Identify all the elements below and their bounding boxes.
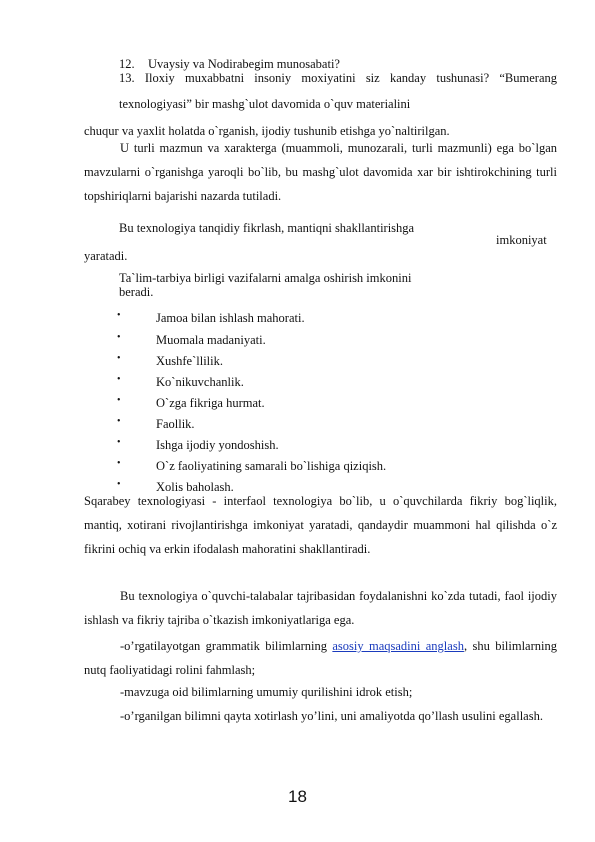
bullet-marker: •	[117, 310, 121, 321]
paragraph-experience: Bu texnologiya o`quvchi-talabalar tajribasidan foydalanishni ko`zda tutadi, faol ijodiy ishlash va fikriy tajriba o`tkazish imkoniyatlariga ega.	[84, 589, 557, 627]
list-item: Faollik.	[156, 417, 195, 431]
paragraph-recall: -o’rganilgan bilimni qayta xotirlash yo’lini, uni amaliyotda qo’llash usulini egallash.	[120, 709, 543, 723]
paragraph-education-line1: Ta`lim-tarbiya birligi vazifalarni amalga oshirish imkonini	[119, 271, 412, 285]
paragraph-critical-thinking-right: imkoniyat	[496, 233, 547, 247]
list-item: Xolis baholash.	[156, 480, 234, 494]
list-item: Xushfe`llilik.	[156, 354, 224, 368]
asosiy-maqsadini-anglash-link[interactable]: asosiy maqsadini anglash	[332, 639, 464, 653]
bullet-marker: •	[117, 353, 121, 364]
list-item: Ko`nikuvchanlik.	[156, 375, 244, 389]
bullet-marker: •	[117, 416, 121, 427]
paragraph-grammar-before: -o’rgatilayotgan grammatik bilimlarning	[120, 639, 333, 653]
heading-12-text: Uvaysiy va Nodirabegim munosabati?	[148, 57, 340, 71]
paragraph-education-line2: beradi.	[119, 285, 154, 299]
list-item: Ishga ijodiy yondoshish.	[156, 438, 279, 452]
paragraph-critical-thinking-line2: yaratadi.	[84, 249, 128, 263]
list-item: O`z faoliyatining samarali bo`lishiga qiziqish.	[156, 459, 387, 473]
paragraph-grammar	[84, 634, 557, 682]
page-number: 18	[288, 787, 307, 806]
paragraph-critical-thinking-line1: Bu texnologiya tanqidiy fikrlash, mantiqni shakllantirishga	[119, 221, 415, 235]
bullet-marker: •	[117, 458, 121, 469]
paragraph-bumerang-description: U turli mazmun va xarakterga (muammoli, munozarali, turli mazmunli) ega bo`lgan mavzularni o`rganishga yaroqli bo`lib, bu mashg`ulot davomida xar bir ishtirokchining turli topshiriqlarni bajarishi nazarda tutiladi.	[84, 141, 557, 203]
question-13-line1: 13. Iloxiy muxabbatni insoniy moxiyatini siz kanday tushunasi? “Bumerang	[119, 71, 557, 85]
paragraph-structure: -mavzuga oid bilimlarning umumiy qurilishini idrok etish;	[120, 685, 413, 699]
paragraph-grammar-after: , shu bilimlarning nutq faoliyatidagi rolini fahmlash;	[84, 639, 557, 677]
bullet-marker: •	[117, 437, 121, 448]
list-item: O`zga fikriga hurmat.	[156, 396, 265, 410]
bullet-marker: •	[117, 395, 121, 406]
list-item: Muomala madaniyati.	[156, 333, 266, 347]
heading-12-number: 12.	[119, 57, 135, 71]
bullet-marker: •	[117, 332, 121, 343]
list-item: Jamoa bilan ishlash mahorati.	[156, 311, 305, 325]
bullet-marker: •	[117, 374, 121, 385]
question-13-line2: texnologiyasi” bir mashg`ulot davomida o`quv materialini	[119, 97, 411, 111]
bullet-marker: •	[117, 479, 121, 490]
paragraph-sqarabey: Sqarabey texnologiyasi - interfaol texnologiya bo`lib, u o`quvchilarda fikriy bog`liqlik, mantiq, xotirani rivojlantirishga imkoniyat yaratadi, qandaydir muammoni hal qilishda o`z fikrini ochiq va erkin ifodalash mahoratini shakllantiradi.	[84, 494, 557, 556]
question-13-line3: chuqur va yaxlit holatda o`rganish, ijodiy tushunib etishga yo`naltirilgan.	[84, 124, 450, 138]
